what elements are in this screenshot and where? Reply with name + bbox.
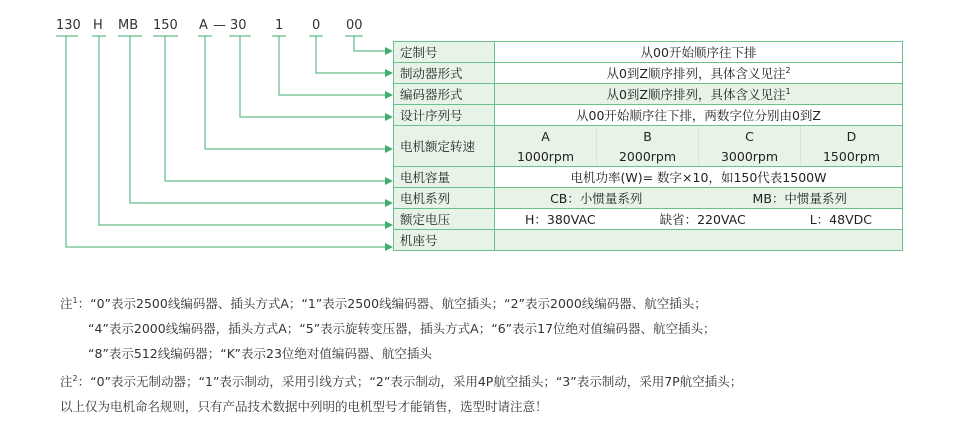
final-note: 以上仅为电机命名规则，只有产品技术数据中列明的电机型号才能销售，选型时请注意！: [60, 399, 548, 415]
spec-table: [393, 41, 903, 251]
table-row: [394, 105, 903, 126]
table-row: [394, 188, 903, 209]
code-speed: A: [199, 18, 208, 33]
code-encoder: 1: [275, 18, 284, 33]
note-1-cont: “8”表示512线编码器；“K”表示23位绝对值编码器、航空插头: [88, 346, 432, 362]
voltage-options: H：380VAC 缺省：220VAC L：48VDC: [495, 209, 903, 230]
table-row: [394, 84, 903, 105]
table-row: [394, 167, 903, 188]
code-series: MB: [118, 18, 139, 33]
row-label: 电机额定转速: [394, 126, 495, 167]
speed-option: D 1500rpm: [800, 126, 902, 166]
table-row: [394, 126, 903, 167]
row-value: [495, 230, 903, 251]
row-label: 设计序列号: [394, 105, 495, 126]
row-label: 电机容量: [394, 167, 495, 188]
code-frame-size: 130: [56, 18, 81, 33]
row-value: 从0到Z顺序排列，具体含义见注$^1$: [495, 84, 903, 105]
note-2: 注$^2$：“0”表示无制动器；“1”表示制动，采用引线方式；“2”表示制动，采用4P航空插头；“3”表示制动，采用7P航空插头；: [60, 374, 743, 390]
note-1: 注$^1$：“0”表示2500线编码器、插头方式A；“1”表示2500线编码器、航空插头；“2”表示2000线编码器、航空插头；: [60, 296, 707, 312]
row-label: 机座号: [394, 230, 495, 251]
notes: [60, 288, 742, 419]
table-row: [394, 230, 903, 251]
row-label: 电机系列: [394, 188, 495, 209]
row-label: 额定电压: [394, 209, 495, 230]
speed-option: C 3000rpm: [698, 126, 800, 166]
code-design-seq: 30: [230, 18, 247, 33]
row-value: 从00开始顺序往下排: [495, 42, 903, 63]
code-capacity: 150: [153, 18, 178, 33]
row-value: 从00开始顺序往下排，两数字位分别由0到Z: [495, 105, 903, 126]
row-label: 定制号: [394, 42, 495, 63]
row-label: 编码器形式: [394, 84, 495, 105]
note-1-cont: “4”表示2000线编码器，插头方式A；“5”表示旋转变压器，插头方式A；“6”表示17位绝对值编码器、航空插头；: [88, 321, 716, 337]
row-label: 制动器形式: [394, 63, 495, 84]
speed-options: [495, 126, 903, 167]
speed-option: B 2000rpm: [596, 126, 698, 166]
table-row: [394, 42, 903, 63]
table-row: [394, 209, 903, 230]
row-value: 从0到Z顺序排列，具体含义见注$^2$: [495, 63, 903, 84]
code-brake: 0: [312, 18, 321, 33]
table-row: [394, 63, 903, 84]
speed-option: A 1000rpm: [516, 129, 575, 164]
series-options: CB：小惯量系列 MB：中惯量系列: [495, 188, 903, 209]
code-separator: —: [213, 18, 226, 33]
code-custom: 00: [346, 18, 363, 33]
code-voltage: H: [93, 18, 103, 33]
row-value: 电机功率(W)= 数字×10，如150代表1500W: [495, 167, 903, 188]
